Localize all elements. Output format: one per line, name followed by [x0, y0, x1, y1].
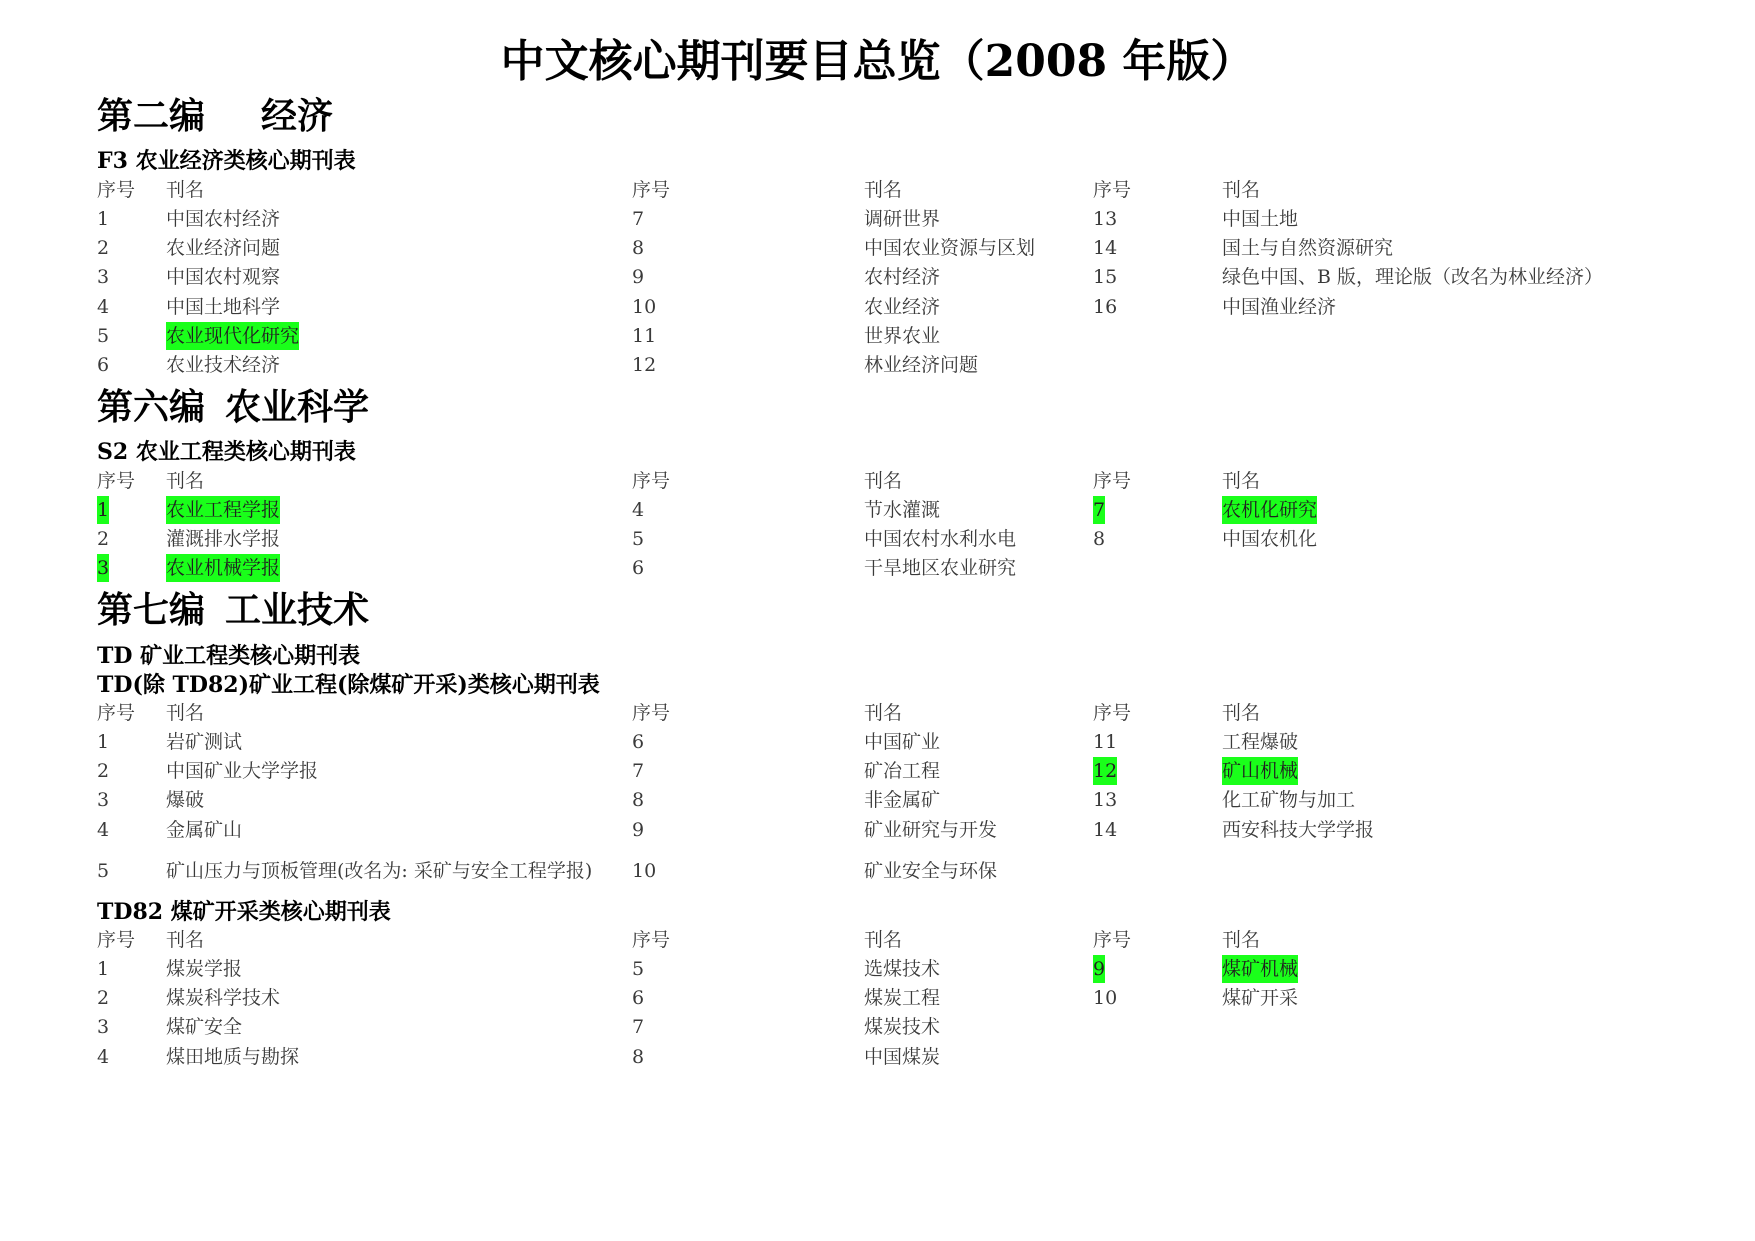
- table-subtitle: S2 农业工程类核心期刊表: [97, 439, 356, 465]
- journal-name: 中国农村水利水电: [864, 528, 1017, 550]
- journal-name: 煤田地质与勘探: [166, 1046, 300, 1068]
- journal-name: 中国农村观察: [166, 266, 281, 288]
- column-header-number: 序号: [632, 470, 671, 492]
- journal-name: 干旱地区农业研究: [864, 557, 1017, 579]
- journal-name: 煤矿机械: [1222, 955, 1298, 983]
- column-header-number: 序号: [632, 179, 671, 201]
- journal-name: 煤炭科学技术: [166, 987, 281, 1009]
- column-header-name: 刊名: [1222, 179, 1261, 201]
- journal-number: 5: [632, 528, 645, 550]
- journal-number: 12: [632, 354, 657, 376]
- column-header-name: 刊名: [166, 702, 205, 724]
- journal-name: 绿色中国、B 版，理论版（改名为林业经济）: [1222, 266, 1604, 288]
- journal-number: 13: [1093, 208, 1118, 230]
- journal-name: 调研世界: [864, 208, 941, 230]
- journal-name: 化工矿物与加工: [1222, 789, 1356, 811]
- journal-number: 11: [632, 325, 657, 347]
- journal-number: 8: [632, 789, 645, 811]
- journal-name: 矿业安全与环保: [864, 860, 998, 882]
- journal-number: 3: [97, 554, 109, 582]
- journal-number: 8: [632, 237, 645, 259]
- journal-number: 8: [1093, 528, 1106, 550]
- journal-number: 16: [1093, 296, 1118, 318]
- table-row: [0, 1043, 1755, 1076]
- journal-number: 3: [97, 1016, 110, 1038]
- journal-name: 农村经济: [864, 266, 941, 288]
- journal-name: 煤炭工程: [864, 987, 941, 1009]
- journal-number: 2: [97, 237, 110, 259]
- journal-number: 14: [1093, 237, 1118, 259]
- journal-number: 7: [632, 1016, 645, 1038]
- column-header-number: 序号: [632, 702, 671, 724]
- journal-name: 煤矿安全: [166, 1016, 243, 1038]
- journal-name: 农业技术经济: [166, 354, 281, 376]
- column-header-number: 序号: [1093, 179, 1132, 201]
- journal-name: 爆破: [166, 789, 205, 811]
- table-row: [0, 786, 1755, 819]
- journal-number: 9: [1093, 955, 1105, 983]
- table-row: [0, 1013, 1755, 1046]
- journal-name: 农业现代化研究: [166, 322, 299, 350]
- table-row: [0, 816, 1755, 849]
- journal-number: 14: [1093, 819, 1118, 841]
- document-title: 中文核心期刊要目总览（2008 年版）: [500, 36, 1255, 87]
- column-header-name: 刊名: [864, 179, 903, 201]
- journal-name: 工程爆破: [1222, 731, 1299, 753]
- journal-name: 节水灌溉: [864, 499, 941, 521]
- journal-name: 农业经济: [864, 296, 941, 318]
- journal-number: 12: [1093, 757, 1117, 785]
- part-name: 农业科学: [225, 386, 370, 428]
- table-subtitle: TD 矿业工程类核心期刊表: [97, 643, 361, 669]
- column-header-number: 序号: [97, 929, 136, 951]
- part-name: 工业技术: [225, 589, 370, 631]
- journal-number: 7: [1093, 496, 1105, 524]
- table-row: [0, 263, 1755, 296]
- journal-name: 中国农机化: [1222, 528, 1318, 550]
- journal-number: 10: [632, 860, 657, 882]
- journal-name: 农业机械学报: [166, 554, 280, 582]
- part-number: 第七编: [97, 589, 206, 631]
- journal-name: 选煤技术: [864, 958, 941, 980]
- column-header-name: 刊名: [166, 929, 205, 951]
- journal-name: 中国土地科学: [166, 296, 281, 318]
- journal-number: 6: [97, 354, 110, 376]
- journal-name: 中国农村经济: [166, 208, 281, 230]
- journal-name: 矿冶工程: [864, 760, 941, 782]
- table-row: [0, 554, 1755, 587]
- column-header-number: 序号: [97, 179, 136, 201]
- journal-number: 1: [97, 731, 110, 753]
- journal-name: 矿山机械: [1222, 757, 1298, 785]
- journal-name: 中国矿业: [864, 731, 941, 753]
- column-header-name: 刊名: [864, 470, 903, 492]
- journal-number: 4: [632, 499, 645, 521]
- journal-name: 中国农业资源与区划: [864, 237, 1036, 259]
- journal-number: 6: [632, 557, 645, 579]
- part-number: 第二编: [97, 95, 206, 137]
- column-header-number: 序号: [97, 702, 136, 724]
- column-header-number: 序号: [1093, 702, 1132, 724]
- journal-name: 煤炭学报: [166, 958, 243, 980]
- column-header-name: 刊名: [1222, 470, 1261, 492]
- journal-number: 3: [97, 789, 110, 811]
- journal-number: 6: [632, 987, 645, 1009]
- journal-name: 国土与自然资源研究: [1222, 237, 1394, 259]
- journal-number: 4: [97, 1046, 110, 1068]
- journal-name: 世界农业: [864, 325, 941, 347]
- column-header-number: 序号: [1093, 470, 1132, 492]
- column-header-name: 刊名: [1222, 702, 1261, 724]
- journal-number: 6: [632, 731, 645, 753]
- journal-name: 矿业研究与开发: [864, 819, 998, 841]
- column-header-number: 序号: [1093, 929, 1132, 951]
- table-row: [0, 351, 1755, 384]
- journal-number: 1: [97, 496, 109, 524]
- journal-number: 7: [632, 760, 645, 782]
- part-number: 第六编: [97, 386, 206, 428]
- journal-name: 中国矿业大学学报: [166, 760, 319, 782]
- journal-name: 农业经济问题: [166, 237, 281, 259]
- journal-number: 15: [1093, 266, 1118, 288]
- journal-number: 11: [1093, 731, 1118, 753]
- part-heading: [97, 94, 333, 138]
- journal-number: 10: [1093, 987, 1118, 1009]
- journal-number: 9: [632, 266, 645, 288]
- journal-number: 7: [632, 208, 645, 230]
- column-header-number: 序号: [97, 470, 136, 492]
- journal-name: 煤矿开采: [1222, 987, 1299, 1009]
- journal-number: 2: [97, 528, 110, 550]
- column-header-name: 刊名: [166, 470, 205, 492]
- journal-number: 4: [97, 296, 110, 318]
- journal-number: 1: [97, 958, 110, 980]
- journal-number: 5: [97, 860, 110, 882]
- table-row: [0, 857, 1755, 890]
- journal-number: 2: [97, 760, 110, 782]
- journal-number: 3: [97, 266, 110, 288]
- table-subtitle: TD82 煤矿开采类核心期刊表: [97, 899, 391, 925]
- column-header-name: 刊名: [864, 929, 903, 951]
- journal-number: 5: [97, 325, 110, 347]
- journal-number: 5: [632, 958, 645, 980]
- journal-number: 1: [97, 208, 110, 230]
- journal-name: 金属矿山: [166, 819, 243, 841]
- journal-name: 中国渔业经济: [1222, 296, 1337, 318]
- column-header-number: 序号: [632, 929, 671, 951]
- part-name: 经济: [261, 95, 334, 137]
- journal-name: 中国土地: [1222, 208, 1299, 230]
- journal-number: 2: [97, 987, 110, 1009]
- journal-name: 林业经济问题: [864, 354, 979, 376]
- journal-number: 8: [632, 1046, 645, 1068]
- journal-name: 农机化研究: [1222, 496, 1317, 524]
- journal-number: 4: [97, 819, 110, 841]
- column-header-name: 刊名: [1222, 929, 1261, 951]
- journal-name: 中国煤炭: [864, 1046, 941, 1068]
- journal-name: 煤炭技术: [864, 1016, 941, 1038]
- journal-name: 灌溉排水学报: [166, 528, 281, 550]
- journal-name: 矿山压力与顶板管理(改名为: 采矿与安全工程学报): [166, 860, 593, 882]
- table-subtitle: TD(除 TD82)矿业工程(除煤矿开采)类核心期刊表: [97, 672, 600, 698]
- journal-number: 13: [1093, 789, 1118, 811]
- column-header-name: 刊名: [864, 702, 903, 724]
- journal-number: 9: [632, 819, 645, 841]
- journal-name: 西安科技大学学报: [1222, 819, 1375, 841]
- journal-name: 岩矿测试: [166, 731, 243, 753]
- journal-name: 农业工程学报: [166, 496, 280, 524]
- part-heading: [97, 385, 369, 429]
- journal-number: 10: [632, 296, 657, 318]
- part-heading: [97, 588, 369, 632]
- journal-name: 非金属矿: [864, 789, 941, 811]
- table-subtitle: F3 农业经济类核心期刊表: [97, 148, 356, 174]
- column-header-name: 刊名: [166, 179, 205, 201]
